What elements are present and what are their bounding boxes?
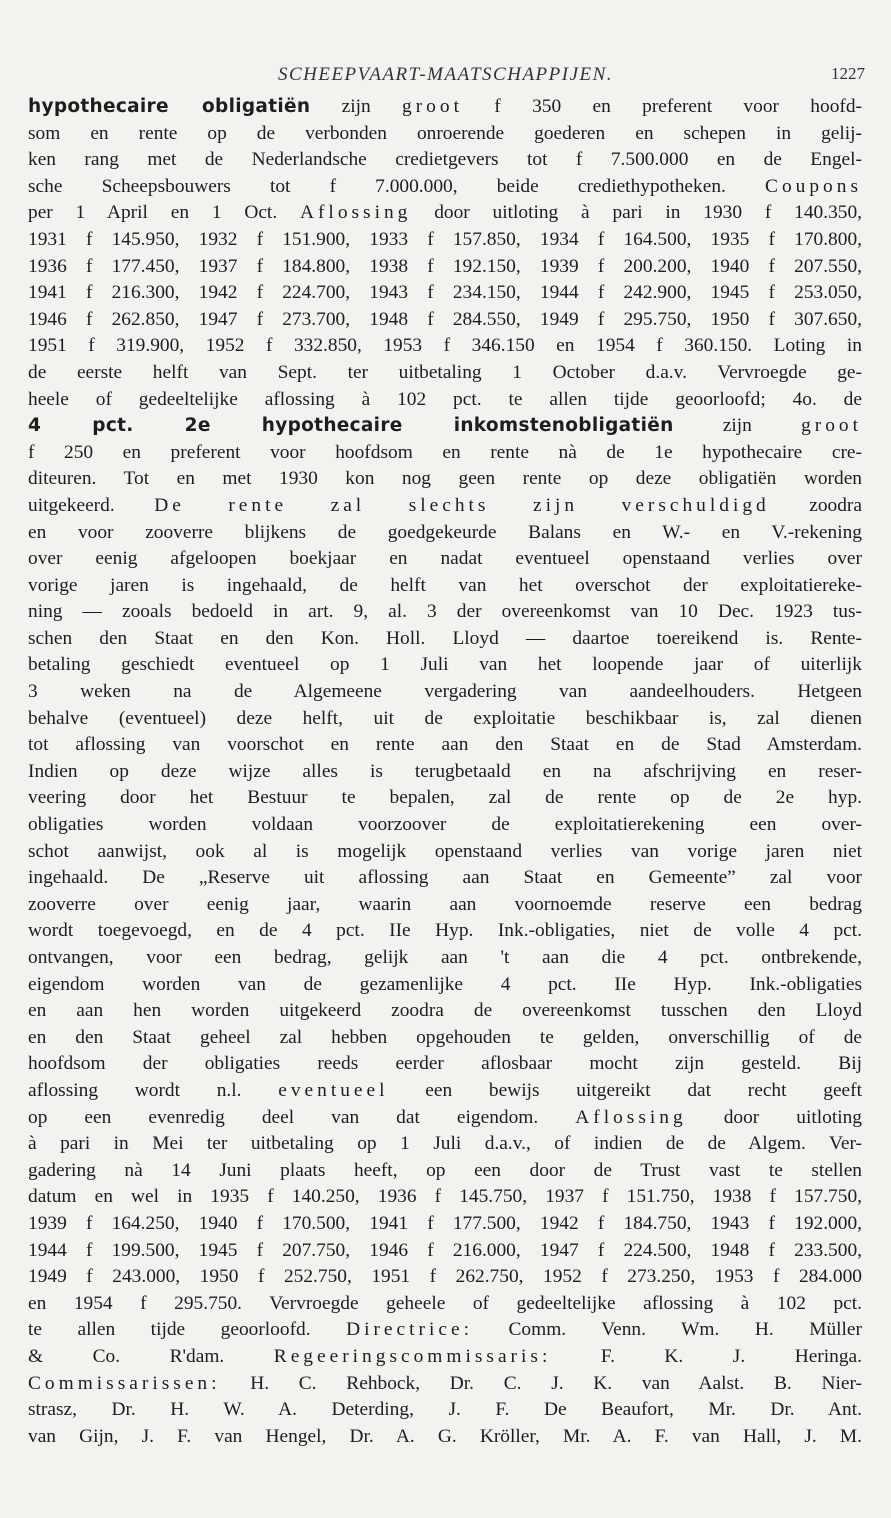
- text-run: uitgekeerd.: [28, 494, 155, 516]
- text-run: van Gijn, J. F. van Hengel, Dr. A. G. Kröller, Mr. A. F. van Hall, J. M.: [28, 1425, 862, 1447]
- text-line: [28, 998, 862, 1025]
- text-run: door uitloting à pari in 1930 f 140.350,: [411, 202, 862, 224]
- text-run: door uitloting: [686, 1106, 862, 1128]
- text-run: 1949 f 243.000, 1950 f 252.750, 1951 f 262.750, 1952 f 273.250, 1953 f 284.000: [28, 1266, 862, 1288]
- text-run: schen den Staat en den Kon. Holl. Lloyd — daartoe toereikend is. Rente-: [28, 627, 862, 649]
- text-line: [28, 280, 862, 307]
- text-line: [28, 573, 862, 600]
- text-line: [28, 520, 862, 547]
- text-line: [28, 1291, 862, 1318]
- text-run: zoodra: [769, 494, 862, 516]
- body-text: [28, 94, 862, 1450]
- text-line: [28, 1184, 862, 1211]
- text-run: & Co. R'dam.: [28, 1345, 274, 1367]
- text-line: [28, 333, 862, 360]
- text-line: [28, 440, 862, 467]
- text-line: [28, 599, 862, 626]
- text-run: de eerste helft van Sept. ter uitbetaling 1 October d.a.v. Vervroegde ge-: [28, 361, 862, 383]
- text-line: [28, 546, 862, 573]
- text-run: datum en wel in 1935 f 140.250, 1936 f 145.750, 1937 f 151.750, 1938 f 157.750,: [28, 1186, 862, 1208]
- text-run: en voor zooverre blijkens de goedgekeurde Balans en W.- en V.-rekening: [28, 521, 862, 543]
- text-line: [28, 174, 862, 201]
- text-run: 1931 f 145.950, 1932 f 151.900, 1933 f 157.850, 1934 f 164.500, 1935 f 170.800,: [28, 228, 862, 250]
- text-line: [28, 1051, 862, 1078]
- text-run: over eenig afgeloopen boekjaar en nadat eventueel openstaand verlies over: [28, 548, 862, 570]
- text-run: f 250 en preferent voor hoofdsom en rente nà de 1e hypothecaire cre-: [28, 441, 862, 463]
- text-line: [28, 679, 862, 706]
- page-number: 1227: [831, 64, 865, 83]
- spaced-term: Regeeringscommissaris:: [273, 1345, 552, 1367]
- text-line: [28, 1397, 862, 1424]
- text-line: [28, 892, 862, 919]
- text-run: 1939 f 164.250, 1940 f 170.500, 1941 f 177.500, 1942 f 184.750, 1943 f 192.000,: [28, 1212, 862, 1234]
- text-line: [28, 413, 862, 440]
- text-line: [28, 1344, 862, 1371]
- text-line: [28, 706, 862, 733]
- section-heading: hypothecaire obligatiën: [28, 96, 311, 117]
- text-line: [28, 918, 862, 945]
- text-line: [28, 466, 862, 493]
- text-run: zijn: [310, 96, 403, 117]
- text-run: à pari in Mei ter uitbetaling op 1 Juli d.a.v., of indien de de Algem. Ver-: [28, 1133, 862, 1155]
- text-run: een bewijs uitgereikt dat recht geeft: [388, 1079, 862, 1101]
- text-run: en den Staat geheel zal hebben opgehouden te gelden, onverschillig of de: [28, 1026, 862, 1048]
- text-line: [28, 972, 862, 999]
- spaced-term: groot: [402, 96, 463, 117]
- text-run: hoofdsom der obligaties reeds eerder aflosbaar mocht zijn gesteld. Bij: [28, 1053, 862, 1075]
- text-line: [28, 254, 862, 281]
- text-run: 1946 f 262.850, 1947 f 273.700, 1948 f 284.550, 1949 f 295.750, 1950 f 307.650,: [28, 308, 862, 330]
- text-line: [28, 307, 862, 334]
- text-run: F. K. J. Heringa.: [551, 1345, 862, 1367]
- text-line: [28, 227, 862, 254]
- text-run: ning — zooals bedoeld in art. 9, al. 3 der overeenkomst van 10 Dec. 1923 tus-: [28, 601, 862, 623]
- text-run: zijn: [673, 415, 802, 437]
- text-line: [28, 1371, 862, 1398]
- text-run: diteuren. Tot en met 1930 kon nog geen rente op deze obligatiën worden: [28, 468, 862, 490]
- text-line: [28, 1317, 862, 1344]
- spaced-term: Directrice:: [346, 1319, 473, 1341]
- text-run: sche Scheepsbouwers tot f 7.000.000, beide crediethypotheken.: [28, 175, 766, 197]
- text-line: [28, 200, 862, 227]
- text-run: ken rang met de Nederlandsche credietgevers tot f 7.500.000 en de Engel-: [28, 149, 862, 171]
- text-run: schot aanwijst, ook al is mogelijk openstaand verlies van vorige jaren niet: [28, 840, 862, 862]
- text-line: [28, 812, 862, 839]
- text-line: [28, 94, 862, 121]
- text-run: ontvangen, voor een bedrag, gelijk aan 't aan die 4 pct. ontbrekende,: [28, 947, 862, 968]
- text-line: [28, 1078, 862, 1105]
- text-line: [28, 121, 862, 148]
- text-run: Comm. Venn. Wm. H. Müller: [472, 1319, 862, 1341]
- text-line: [28, 865, 862, 892]
- text-run: en 1954 f 295.750. Vervroegde geheele of gedeeltelijke aflossing à 102 pct.: [28, 1292, 862, 1314]
- text-line: [28, 1211, 862, 1238]
- text-line: [28, 1105, 862, 1132]
- text-run: f 350 en preferent voor hoofd-: [462, 96, 862, 117]
- text-line: [28, 1025, 862, 1052]
- text-run: per 1 April en 1 Oct.: [28, 202, 300, 224]
- text-run: en aan hen worden uitgekeerd zoodra de overeenkomst tusschen den Lloyd: [28, 1000, 862, 1022]
- spaced-term: groot: [801, 415, 862, 437]
- text-run: zooverre over eenig jaar, waarin aan voornoemde reserve een bedrag: [28, 893, 862, 915]
- text-line: [28, 652, 862, 679]
- text-line: [28, 1238, 862, 1265]
- text-line: [28, 785, 862, 812]
- spaced-term: eventueel: [278, 1079, 389, 1101]
- text-line: [28, 1158, 862, 1185]
- section-heading: 4 pct. 2e hypothecaire inkomstenobligatiën: [28, 415, 674, 437]
- text-run: behalve (eventueel) deze helft, uit de exploitatie beschikbaar is, zal dienen: [28, 707, 862, 729]
- spaced-term: Aflossing: [299, 202, 412, 224]
- text-line: [28, 493, 862, 520]
- text-run: heele of gedeeltelijke aflossing à 102 pct. te allen tijde geoorloofd; 4o. de: [28, 388, 862, 410]
- spaced-term: Commissarissen:: [28, 1372, 221, 1394]
- text-run: obligaties worden voldaan voorzoover de exploitatierekening een over-: [28, 814, 862, 836]
- spaced-term: Aflossing: [575, 1106, 687, 1128]
- text-run: 1941 f 216.300, 1942 f 224.700, 1943 f 234.150, 1944 f 242.900, 1945 f 253.050,: [28, 282, 862, 304]
- text-run: 1951 f 319.900, 1952 f 332.850, 1953 f 346.150 en 1954 f 360.150. Loting in: [28, 335, 862, 357]
- text-run: eigendom worden van de gezamenlijke 4 pct. IIe Hyp. Ink.-obligaties: [28, 973, 862, 995]
- text-run: te allen tijde geoorloofd.: [28, 1319, 347, 1341]
- text-run: Indien op deze wijze alles is terugbetaald en na afschrijving en reser-: [28, 760, 862, 782]
- spaced-term: Coupons: [765, 175, 862, 197]
- text-line: [28, 147, 862, 174]
- text-run: H. C. Rehbock, Dr. C. J. K. van Aalst. B. Nier-: [220, 1372, 862, 1394]
- text-line: [28, 839, 862, 866]
- text-line: [28, 759, 862, 786]
- text-run: betaling geschiedt eventueel op 1 Juli van het loopende jaar of uiterlijk: [28, 654, 862, 676]
- text-line: [28, 626, 862, 653]
- running-title: SCHEEPVAART-MAATSCHAPPIJEN.: [277, 64, 614, 85]
- text-run: som en rente op de verbonden onroerende goederen en schepen in gelij-: [28, 122, 862, 144]
- text-run: aflossing wordt n.l.: [28, 1079, 279, 1101]
- text-line: [28, 1424, 862, 1451]
- spaced-term: De rente zal slechts zijn verschuldigd: [154, 494, 770, 516]
- text-run: gadering nà 14 Juni plaats heeft, op een door de Trust vast te stellen: [28, 1159, 862, 1181]
- text-run: 1936 f 177.450, 1937 f 184.800, 1938 f 192.150, 1939 f 200.200, 1940 f 207.550,: [28, 255, 862, 277]
- text-run: strasz, Dr. H. W. A. Deterding, J. F. De Beaufort, Mr. Dr. Ant.: [28, 1399, 862, 1421]
- text-run: 1944 f 199.500, 1945 f 207.750, 1946 f 216.000, 1947 f 224.500, 1948 f 233.500,: [28, 1239, 862, 1261]
- text-run: vorige jaren is ingehaald, de helft van het overschot der exploitatiereke-: [28, 574, 862, 596]
- text-line: [28, 1131, 862, 1158]
- text-line: [28, 1264, 862, 1291]
- text-run: ingehaald. De „Reserve uit aflossing aan Staat en Gemeente” zal voor: [28, 867, 862, 889]
- text-line: [28, 387, 862, 414]
- text-run: wordt toegevoegd, en de 4 pct. IIe Hyp. Ink.-obligaties, niet de volle 4 pct.: [28, 920, 862, 942]
- text-line: [28, 360, 862, 387]
- text-line: [28, 945, 862, 972]
- text-run: veering door het Bestuur te bepalen, zal de rente op de 2e hyp.: [28, 787, 862, 809]
- text-line: [28, 732, 862, 759]
- text-run: op een evenredig deel van dat eigendom.: [28, 1106, 576, 1128]
- text-run: 3 weken na de Algemeene vergadering van aandeelhouders. Hetgeen: [28, 681, 862, 703]
- text-run: tot aflossing van voorschot en rente aan den Staat en de Stad Amsterdam.: [28, 734, 862, 756]
